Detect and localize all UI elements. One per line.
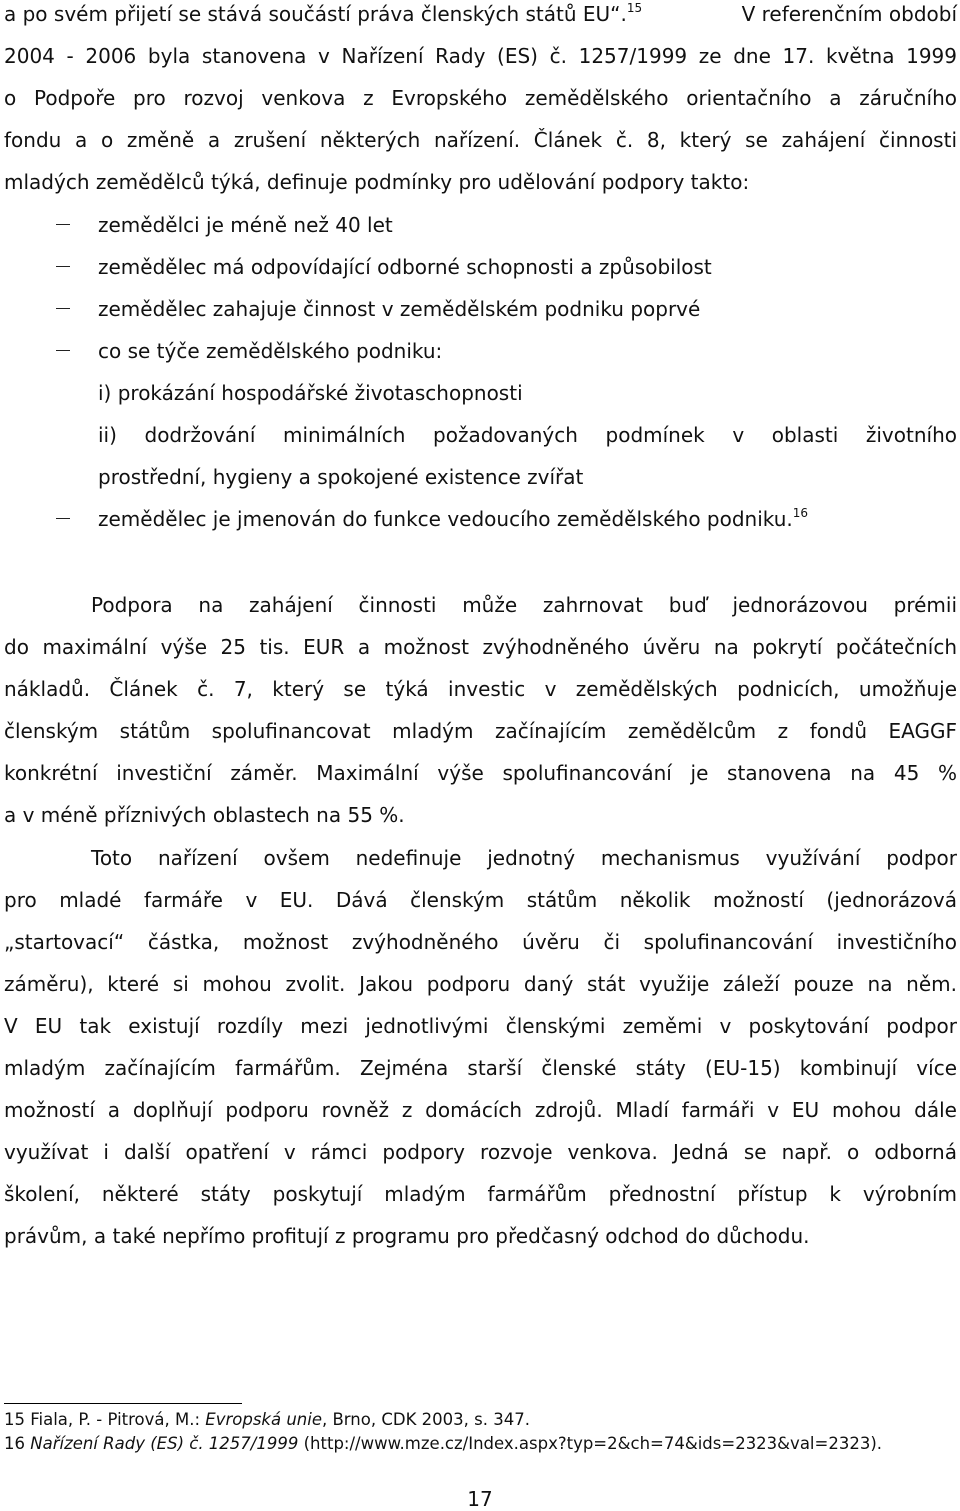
text-line: využívat i další opatření v rámci podpory rozvoje venkova. Jedná se např. o odborná: [4, 1140, 957, 1164]
text-line: a v méně příznivých oblastech na 55 %.: [4, 803, 405, 827]
text-line: školení, některé státy poskytují mladým farmářům přednostní přístup k výrobním: [4, 1182, 957, 1206]
text-line: právům, a také nepřímo profitují z programu pro předčasný odchod do důchodu.: [4, 1224, 810, 1248]
list-item: [4, 297, 957, 321]
list-item-text: zemědělci je méně než 40 let: [98, 213, 393, 237]
sub-list-item-continuation: [4, 465, 957, 489]
list-item: [4, 339, 957, 363]
dash-icon: [56, 518, 70, 519]
text-line: možností a doplňují podporu rovněž z domácích zdrojů. Mladí farmáři v EU mohou dále: [4, 1098, 957, 1122]
footnote-separator: [4, 1403, 242, 1404]
footnote-16: 16 Nařízení Rady (ES) č. 1257/1999 (http://www.mze.cz/Index.aspx?typ=2&ch=74&ids=2323&val=2323).: [4, 1434, 883, 1453]
text-line: „startovací“ částka, možnost zvýhodněného úvěru či spolufinancování investičního: [4, 930, 957, 954]
footnote-ref-16: 16: [792, 506, 809, 520]
list-item-text: zemědělec zahajuje činnost v zemědělském podniku poprvé: [98, 297, 701, 321]
dash-icon: [56, 308, 70, 309]
text-line: fondu a o změně a zrušení některých nařízení. Článek č. 8, který se zahájení činnosti: [4, 128, 957, 152]
list-item: [4, 213, 957, 237]
text-line: ii) dodržování minimálních požadovaných podmínek v oblasti životního: [98, 423, 957, 447]
sub-list-item-text: prostřední, hygieny a spokojené existence zvířat: [98, 465, 584, 489]
list-item: [4, 255, 957, 279]
sub-list-item-text: [98, 423, 957, 447]
text-line: nákladů. Článek č. 7, který se týká investic v zemědělských podnicích, umožňuje: [4, 677, 957, 701]
dash-icon: [56, 224, 70, 225]
footnote-link: (http://www.mze.cz/Index.aspx?typ=2&ch=74&ids=2323&val=2323).: [298, 1434, 883, 1453]
text-line: konkrétní investiční záměr. Maximální výše spolufinancování je stanovena na 45 %: [4, 761, 957, 785]
footnote-15: 15 Fiala, P. - Pitrová, M.: Evropská unie, Brno, CDK 2003, s. 347.: [4, 1410, 530, 1429]
list-item-text: zemědělec je jmenován do funkce vedoucího zemědělského podniku.$^{16}$: [98, 506, 809, 531]
text-line-part: V referenčním období: [741, 2, 957, 26]
text-line: o Podpoře pro rozvoj venkova z Evropského zemědělského orientačního a záručního: [4, 86, 957, 110]
text-line: Toto nařízení ovšem nedefinuje jednotný mechanismus využívání podpor: [91, 846, 957, 870]
footnote-ref-15: 15: [626, 1, 643, 15]
footnote-title: Evropská unie: [205, 1410, 322, 1429]
text-line: [4, 2, 957, 26]
dash-icon: [56, 266, 70, 267]
text-line: mladých zemědělců týká, definuje podmínky pro udělování podpory takto:: [4, 170, 750, 194]
sub-list-item: [4, 381, 957, 405]
text-line: do maximální výše 25 tis. EUR a možnost zvýhodněného úvěru na pokrytí počátečních: [4, 635, 957, 659]
sub-list-item: [4, 423, 957, 447]
list-item-text: zemědělec má odpovídající odborné schopnosti a způsobilost: [98, 255, 712, 279]
text-line: Podpora na zahájení činnosti může zahrnovat buď jednorázovou prémii: [91, 593, 957, 617]
footnote-title: Nařízení Rady (ES) č. 1257/1999: [30, 1434, 299, 1453]
page-number: 17: [467, 1487, 493, 1511]
sub-list-item-text: i) prokázání hospodářské životaschopnosti: [98, 381, 523, 405]
text-line: pro mladé farmáře v EU. Dává členským státům několik možností (jednorázová: [4, 888, 957, 912]
dash-icon: [56, 350, 70, 351]
text-line: členským státům spolufinancovat mladým začínajícím zemědělcům z fondů EAGGF: [4, 719, 957, 743]
text-line-part: a po svém přijetí se stává součástí práva členských států EU“.$^{15}$: [4, 1, 643, 26]
text-line: záměru), které si mohou zvolit. Jakou podporu daný stát využije záleží pouze na něm.: [4, 972, 957, 996]
list-item-text: co se týče zemědělského podniku:: [98, 339, 443, 363]
text-line: 2004 - 2006 byla stanovena v Nařízení Rady (ES) č. 1257/1999 ze dne 17. května 1999: [4, 44, 957, 68]
text-line: mladým začínajícím farmářům. Zejména starší členské státy (EU-15) kombinují více: [4, 1056, 957, 1080]
text-line: V EU tak existují rozdíly mezi jednotlivými členskými zeměmi v poskytování podpor: [4, 1014, 957, 1038]
list-item: [4, 507, 957, 531]
